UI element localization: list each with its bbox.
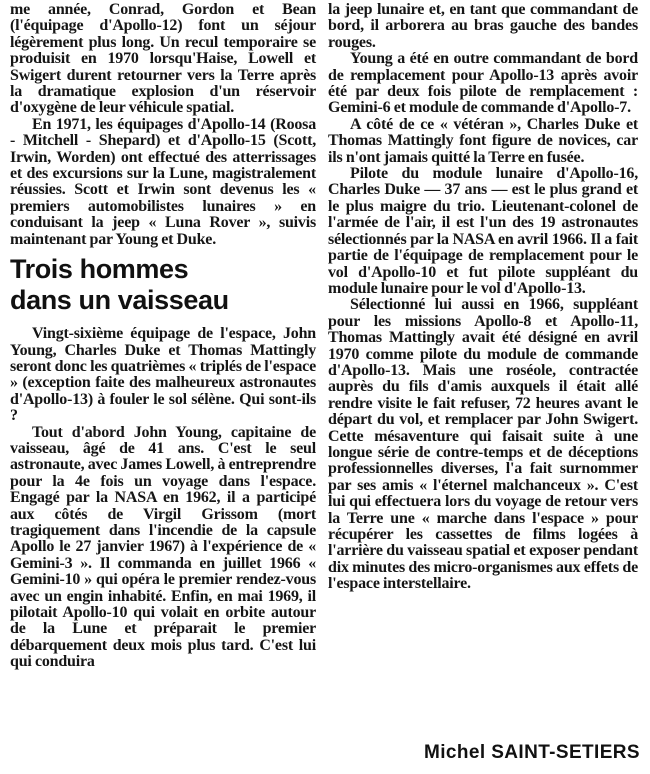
paragraph-thomas-mattingly: Sélectionné lui aussi en 1966, suppléant pour les missions Apollo-8 et Apollo-11, Thomas Mattingly avait été désigné en avril 1970 comme pilote du module de commande d'Apollo-13. Mais une roséole, contractée auprès du fils d'amis auxquels il était allé rendre visite le fait refuser, 72 heures avant le départ du vol, et remplacer par John Swigert. Cette mésaventure qui faisait suite à une longue série de contre-temps et de déceptions professionnelles diverses, l'a fait surnommer par ses amis « l'éternel malchanceux ». C'est lui qui effectuera lors du voyage de retour vers la Terre une « marche dans l'espace » pour récupérer les cassettes de films logées à l'arrière du vaisseau spatial et exposer pendant dix minutes des micro-organismes aux effets de l'espace interstellaire. [328,296,638,593]
paragraph-charles-duke: Pilote du module lunaire d'Apollo-16, Charles Duke — 37 ans — est le plus grand et le plus maigre du trio. Lieutenant-colonel de l'armée de l'air, il est l'un des 19 astronautes sélectionnés par la NASA en avril 1966. Il a fait partie de l'équipage de remplacement pour le vol d'Apollo-10 et fut pilote suppléant du module lunaire pour le vol d'Apollo-13. [328,165,638,297]
right-column [328,2,638,593]
headline-line-2: dans un vaisseau [10,285,229,316]
author-byline: Michel SAINT-SETIERS [424,742,640,763]
newspaper-clipping [8,2,642,770]
paragraph-young-backup: Young a été en outre commandant de bord de remplacement pour Apollo-13 après avoir été par deux fois pilote de remplacement : Gemini-6 et module de commande d'Apollo-7. [328,50,638,117]
paragraph-novices: A côté de ce « vétéran », Charles Duke et Thomas Mattingly font figure de novices, car ils n'ont jamais quitté la Terre en fusée. [328,115,638,166]
paragraph-crew-intro: Vingt-sixième équipage de l'espace, John Young, Charles Duke et Thomas Mattingly seront donc les quatrièmes « triplés de l'espace » (exception faite des malheureux astronautes d'Apollo-13) à fouler le sol sélène. Qui sont-ils ? [10,325,316,425]
paragraph-john-young: Tout d'abord John Young, capitaine de vaisseau, âgé de 41 ans. C'est le seul astronaute, avec James Lowell, à entreprendre pour la 4e fois un voyage dans l'espace. Engagé par la NASA en 1962, il a participé aux côtés de Virgil Grissom (mort tragiquement dans l'incendie de la capsule Apollo le 27 janvier 1967) à l'expérience de « Gemini-3 ». Il commanda en juillet 1966 « Gemini-10 » qui opéra le premier rendez-vous avec un engin inhabité. Enfin, en mai 1969, il pilotait Apollo-10 qui volait en orbite autour de la Lune et préparait le premier débarquement deux mois plus tard. C'est lui qui conduira [10,423,316,671]
paragraph-young-jeep: la jeep lunaire et, en tant que commandant de bord, il arborera au bras gauche des bandes rouges. [328,1,638,51]
headline-line-1: Trois hommes [10,254,189,285]
left-column [10,2,316,671]
section-headline [10,254,316,316]
paragraph-apollo-12-13: me année, Conrad, Gordon et Bean (l'équipage d'Apollo-12) font un séjour légèrement plus long. Un recul temporaire se produisit en 1970 lorsqu'Haise, Lowell et Swigert durent retourner vers la Terre après la dramatique explosion d'un réservoir d'oxygène de leur véhicule spatial. [10,1,316,117]
paragraph-apollo-14-15: En 1971, les équipages d'Apollo-14 (Roosa - Mitchell - Shepard) et d'Apollo-15 (Scott, Irwin, Worden) ont effectué des atterrissages et des excursions sur la Lune, magistralement réussies. Scott et Irwin sont devenus les « premiers automobilistes lunaires » en conduisant la jeep « Luna Rover », suivis maintenant par Young et Duke. [10,115,316,248]
